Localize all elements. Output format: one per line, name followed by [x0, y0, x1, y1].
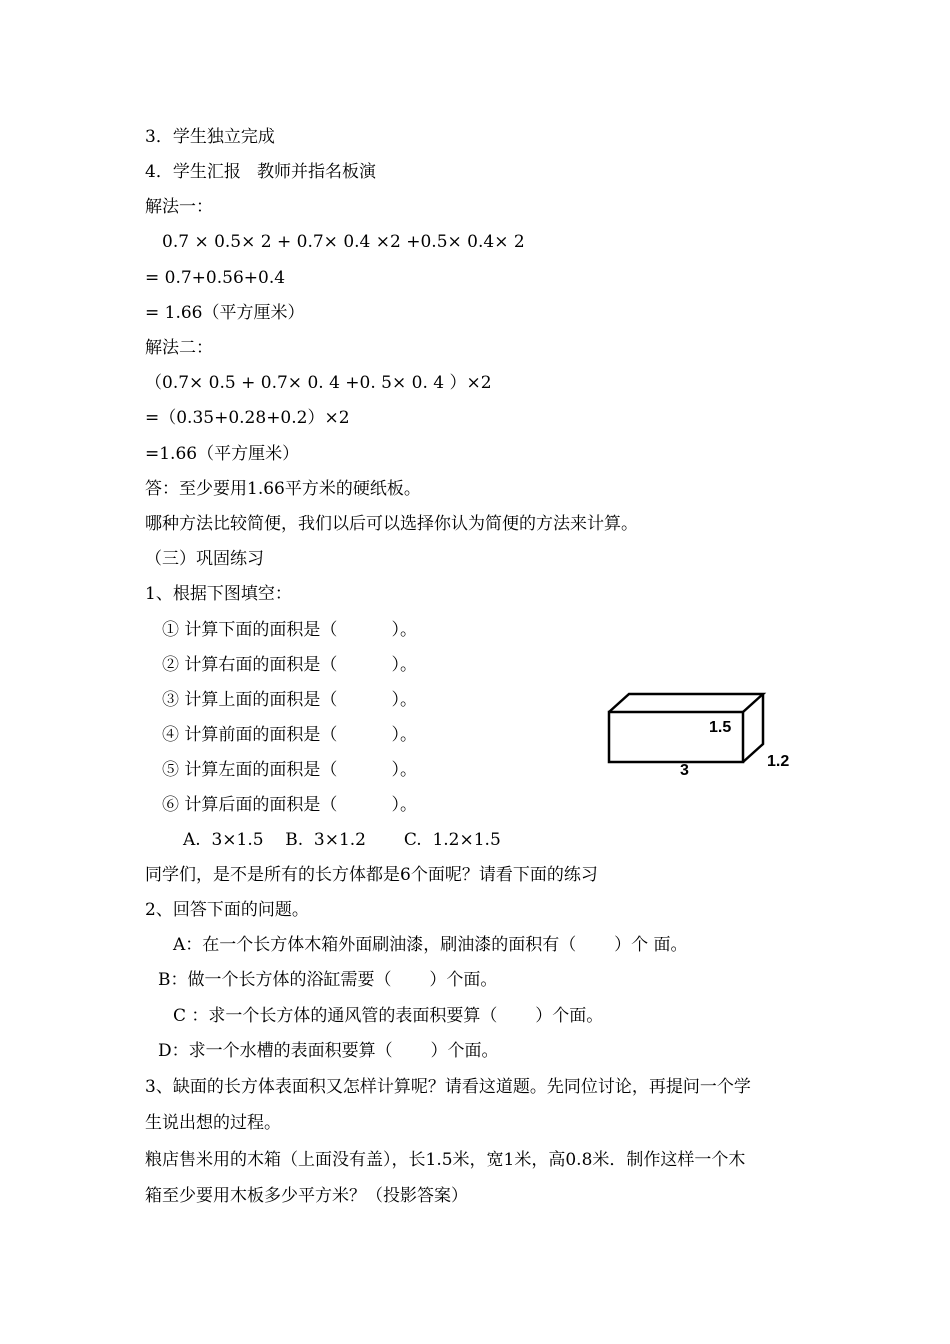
- text-line: 箱至少要用木板多少平方米？（投影答案）: [145, 1186, 468, 1206]
- text-line: 哪种方法比较简便，我们以后可以选择你认为简便的方法来计算。: [145, 514, 638, 534]
- question-item: A：在一个长方体木箱外面刷油漆，刷油漆的面积有（ ）个 面。: [173, 935, 688, 955]
- question-item: ② 计算右面的面积是（ ）。: [162, 655, 417, 675]
- text-line: （0.7× 0.5 + 0.7× 0. 4 +0. 5× 0. 4 ）×2: [145, 373, 492, 393]
- length-label: 3: [680, 762, 689, 778]
- question-item: ① 计算下面的面积是（ ）。: [162, 620, 417, 640]
- text-line: = 0.7+0.56+0.4: [145, 268, 286, 288]
- text-line: 答：至少要用1.66平方米的硬纸板。: [145, 479, 421, 499]
- question-item: ③ 计算上面的面积是（ ）。: [162, 690, 417, 710]
- width-label: 1.2: [767, 753, 790, 770]
- text-line: 同学们，是不是所有的长方体都是6个面呢？请看下面的练习: [145, 865, 598, 885]
- cuboid-figure: [600, 688, 800, 778]
- top-face: [609, 694, 763, 712]
- question-item: ⑥ 计算后面的面积是（ ）。: [162, 795, 417, 815]
- question-item: D：求一个水槽的表面积要算（ ）个面。: [158, 1041, 499, 1061]
- answer-options: A. 3×1.5 B. 3×1.2 C. 1.2×1.5: [183, 830, 501, 850]
- text-line: 3、缺面的长方体表面积又怎样计算呢？请看这道题。先同位讨论，再提问一个学: [145, 1077, 751, 1097]
- text-line: 4．学生汇报 教师并指名板演: [145, 162, 377, 182]
- text-line: =1.66（平方厘米）: [145, 444, 300, 464]
- text-line: 解法二：: [145, 338, 213, 358]
- height-label: 1.5: [709, 719, 732, 736]
- text-line: 1、根据下图填空：: [145, 584, 292, 604]
- question-item: ④ 计算前面的面积是（ ）。: [162, 725, 417, 745]
- text-line: = 1.66（平方厘米）: [145, 303, 305, 323]
- question-item: C ：求一个长方体的通风管的表面积要算（ ）个面。: [173, 1006, 604, 1026]
- text-line: =（0.35+0.28+0.2）×2: [145, 408, 350, 428]
- text-line: 0.7 × 0.5× 2 + 0.7× 0.4 ×2 +0.5× 0.4× 2: [162, 232, 525, 252]
- section-heading: （三）巩固练习: [145, 549, 264, 569]
- question-item: B：做一个长方体的浴缸需要（ ）个面。: [158, 970, 498, 990]
- text-line: 解法一：: [145, 197, 213, 217]
- text-line: 2、回答下面的问题。: [145, 900, 309, 920]
- text-line: 粮店售米用的木箱（上面没有盖），长1.5米，宽1米，高0.8米．制作这样一个木: [145, 1150, 746, 1170]
- text-line: 3．学生独立完成: [145, 127, 275, 147]
- question-item: ⑤ 计算左面的面积是（ ）。: [162, 760, 417, 780]
- text-line: 生说出想的过程。: [145, 1113, 281, 1133]
